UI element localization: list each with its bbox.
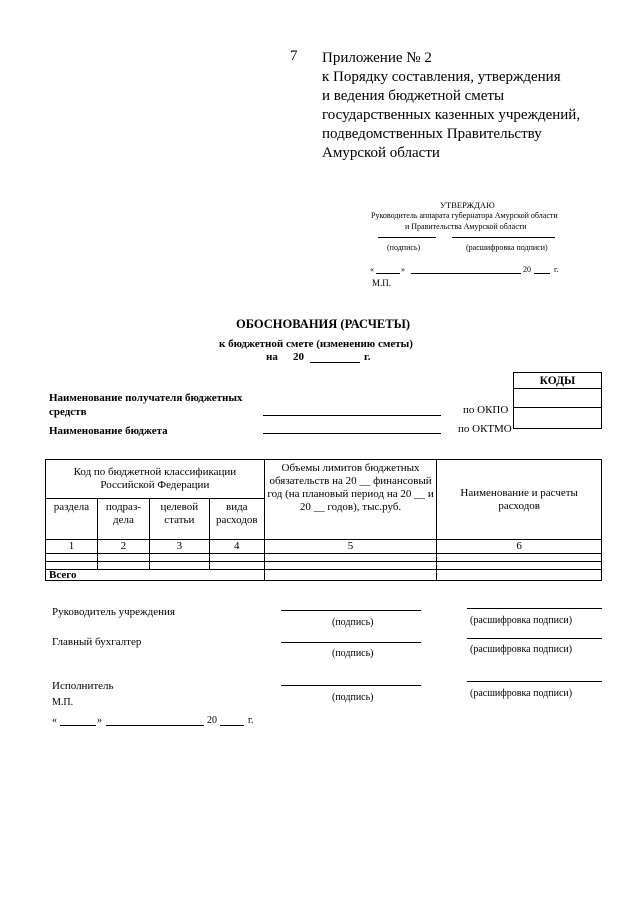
executor-stamp: М.П. (52, 697, 74, 708)
approve-signature-label: (подпись) (387, 243, 421, 252)
budget-field (263, 433, 441, 434)
executor-decode-label: (расшифровка подписи) (470, 688, 573, 699)
okpo-label: по ОКПО (463, 404, 509, 416)
title-year-suffix: г. (364, 351, 371, 363)
title-on-prefix: на (266, 351, 278, 363)
executor-label: Исполнитель (52, 680, 114, 692)
sign-date-close: » (97, 715, 102, 726)
accountant-decode-line (467, 638, 602, 639)
sign-month-line (106, 725, 204, 726)
header-target: целевой статьи (149, 499, 209, 540)
approve-title: УТВЕРЖДАЮ (440, 200, 495, 210)
recipient-field (263, 415, 441, 416)
sign-date-year: 20 (207, 715, 217, 726)
approve-decode-line (452, 237, 555, 238)
num-cell: 6 (437, 540, 602, 554)
head-decode-line (467, 608, 602, 609)
appendix-line: Амурской области (322, 145, 440, 161)
approve-date-suffix: г. (554, 265, 559, 274)
header-limits: Объемы лимитов бюджетных обязательств на 20 __ финансовый год (на плановый период на 20 __ и 20 __ годов), тыс.руб. (264, 460, 437, 540)
budget-label: Наименование бюджета (49, 425, 168, 437)
approve-position-line2: и Правительства Амурской области (405, 222, 527, 231)
approve-date-open: « (370, 265, 374, 274)
header-type: вида расходов (209, 499, 264, 540)
approve-date-close: » (401, 265, 405, 274)
accountant-label: Главный бухгалтер (52, 636, 142, 648)
total-limits-cell (264, 570, 437, 581)
table-row (46, 562, 602, 570)
codes-table (513, 372, 602, 429)
appendix-line: и ведения бюджетной сметы (322, 88, 505, 104)
oktmo-label: по ОКТМО (458, 423, 512, 435)
num-cell: 1 (46, 540, 98, 554)
executor-signature-label: (подпись) (332, 692, 374, 703)
sign-date-open: « (52, 715, 57, 726)
title-year-line (310, 362, 360, 363)
oktmo-code-cell (514, 408, 602, 429)
title-year-prefix: 20 (293, 351, 304, 363)
approve-month-line (411, 273, 521, 274)
head-decode-label: (расшифровка подписи) (470, 615, 573, 626)
sign-day-line (60, 725, 96, 726)
sign-date-suffix: г. (248, 715, 254, 726)
total-name-cell (437, 570, 602, 581)
approve-decode-label: (расшифровка подписи) (466, 243, 548, 252)
header-name: Наименование и расчеты расходов (437, 460, 602, 540)
accountant-signature-line (281, 642, 421, 643)
appendix-header (322, 49, 580, 163)
header-section: раздела (46, 499, 98, 540)
table-row (46, 554, 602, 562)
recipient-label-line2: средств (49, 406, 87, 418)
appendix-line: Приложение № 2 (322, 50, 432, 66)
budget-table (45, 459, 602, 581)
num-cell: 5 (264, 540, 437, 554)
accountant-signature-label: (подпись) (332, 648, 374, 659)
approve-year-line (534, 273, 550, 274)
header-code: Код по бюджетной классификации Российской Федерации (46, 460, 265, 499)
appendix-line: подведомственных Правительству (322, 126, 542, 142)
executor-decode-line (467, 681, 602, 682)
approve-position-line1: Руководитель аппарата губернатора Амурской области (371, 211, 558, 220)
header-subsection: подраз-дела (97, 499, 149, 540)
approve-date-year: 20 (523, 265, 531, 274)
document-title: ОБОСНОВАНИЯ (РАСЧЕТЫ) (236, 317, 411, 331)
head-signature-line (281, 610, 421, 611)
total-label: Всего (46, 570, 265, 581)
codes-header: КОДЫ (514, 373, 602, 389)
num-cell: 2 (97, 540, 149, 554)
document-subtitle: к бюджетной смете (изменению сметы) (219, 338, 413, 350)
appendix-line: государственных казенных учреждений, (322, 107, 581, 123)
sign-year-line (220, 725, 244, 726)
appendix-line: к Порядку составления, утверждения (322, 69, 561, 85)
okpo-code-cell (514, 389, 602, 408)
num-cell: 3 (149, 540, 209, 554)
accountant-decode-label: (расшифровка подписи) (470, 644, 573, 655)
num-cell: 4 (209, 540, 264, 554)
approve-signature-line (378, 237, 436, 238)
approve-day-line (376, 273, 400, 274)
head-label: Руководитель учреждения (52, 606, 175, 618)
head-signature-label: (подпись) (332, 617, 374, 628)
approve-stamp: М.П. (372, 278, 392, 288)
recipient-label-line1: Наименование получателя бюджетных (49, 392, 243, 404)
page-number: 7 (290, 48, 298, 64)
executor-signature-line (281, 685, 421, 686)
